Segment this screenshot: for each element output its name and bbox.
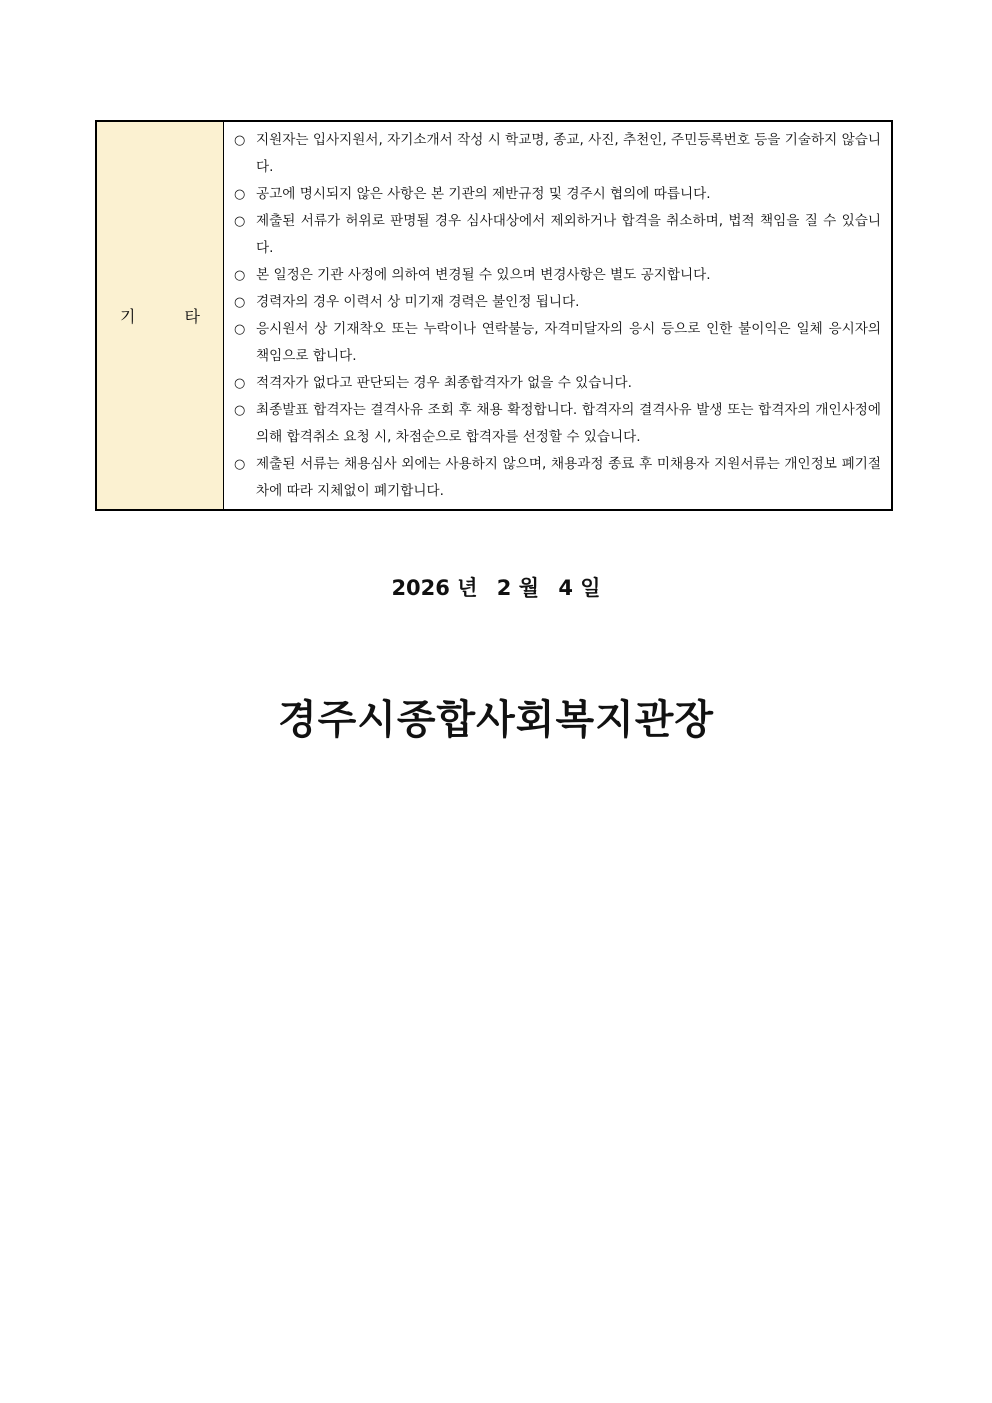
circle-bullet-icon: ○ [234,187,246,202]
notice-item-text: 본 일정은 기관 사정에 의하여 변경될 수 있으며 변경사항은 별도 공지합니다. [256,267,711,283]
notice-item [234,127,881,181]
circle-bullet-icon: ○ [234,457,246,472]
notice-item [234,451,881,505]
notice-item [234,289,881,316]
notice-item [234,397,881,451]
notice-item-text: 적격자가 없다고 판단되는 경우 최종합격자가 없을 수 있습니다. [256,375,632,391]
notice-item [234,208,881,262]
notice-item-text: 공고에 명시되지 않은 사항은 본 기관의 제반규정 및 경주시 협의에 따릅니다. [256,186,711,202]
notice-item-text: 지원자는 입사지원서, 자기소개서 작성 시 학교명, 종교, 사진, 추천인, 주민등록번호 등을 기술하지 않습니다. [256,132,881,175]
notice-item-text: 경력자의 경우 이력서 상 미기재 경력은 불인정 됩니다. [256,294,580,310]
notice-item-text: 응시원서 상 기재착오 또는 누락이나 연락불능, 자격미달자의 응시 등으로 인한 불이익은 일체 응시자의 책임으로 합니다. [256,321,881,364]
notice-items [224,121,893,510]
row-label: 기 타 [96,121,224,510]
notice-item-text: 최종발표 합격자는 결격사유 조회 후 채용 확정합니다. 합격자의 결격사유 발생 또는 합격자의 개인사정에 의해 합격취소 요청 시, 차점순으로 합격자를 선정할 수 있습니다. [256,402,881,445]
notice-item [234,262,881,289]
notice-item [234,370,881,397]
announcement-date [0,572,992,602]
date-year: 2026 년 [391,576,478,600]
circle-bullet-icon: ○ [234,133,246,148]
circle-bullet-icon: ○ [234,322,246,337]
notice-item-text: 제출된 서류가 허위로 판명될 경우 심사대상에서 제외하거나 합격을 취소하며, 법적 책임을 질 수 있습니다. [256,213,881,256]
circle-bullet-icon: ○ [234,376,246,391]
circle-bullet-icon: ○ [234,214,246,229]
organization-name: 경주시종합사회복지관장 [277,697,715,743]
notice-item-text: 제출된 서류는 채용심사 외에는 사용하지 않으며, 채용과정 종료 후 미채용자 지원서류는 개인정보 폐기절차에 따라 지체없이 폐기합니다. [256,456,881,499]
circle-bullet-icon: ○ [234,295,246,310]
circle-bullet-icon: ○ [234,268,246,283]
notice-table [95,120,893,511]
notice-item [234,181,881,208]
date-day: 4 일 [558,576,601,600]
date-month: 2 월 [496,576,540,600]
notice-item [234,316,881,370]
circle-bullet-icon: ○ [234,403,246,418]
notice-row [96,121,892,510]
